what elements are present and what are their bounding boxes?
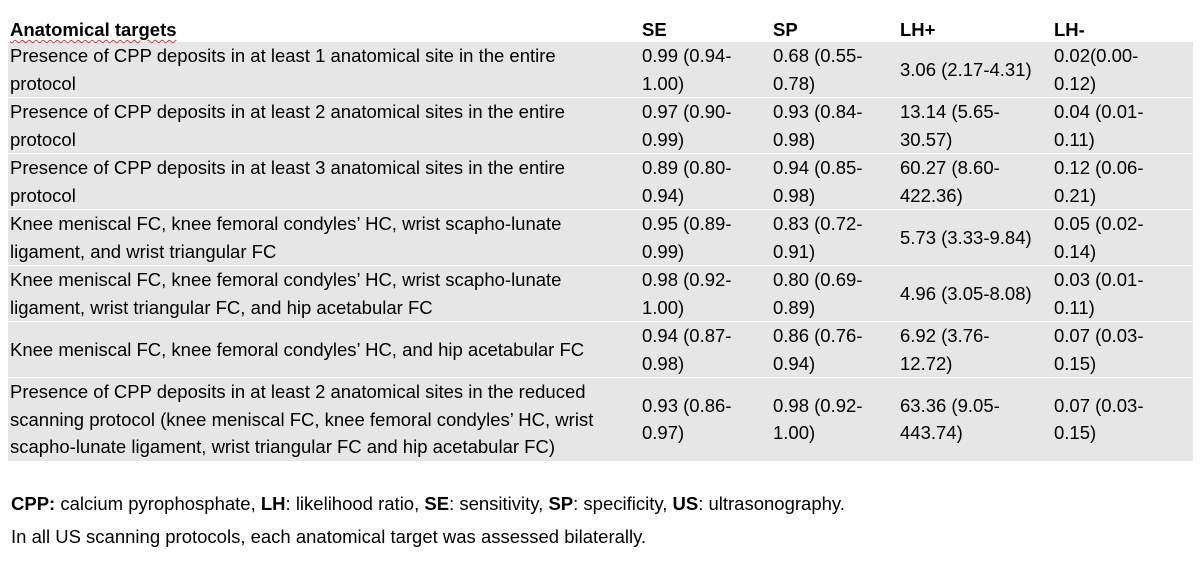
header-lh-negative: LH-: [1052, 18, 1193, 42]
cell-lh-positive: [898, 378, 1052, 461]
abbreviation-definition: : likelihood ratio,: [285, 493, 425, 514]
abbreviation-term: LH: [260, 493, 286, 514]
header-anatomical-targets: Anatomical targets: [8, 18, 640, 42]
cell-text-line: 0.12 (0.06-: [1054, 157, 1144, 178]
cell-text-line: Knee meniscal FC, knee femoral condyles’ HC, wrist scapho-lunate: [10, 269, 562, 290]
cell-lh-negative: [1052, 98, 1193, 154]
cell-lh-negative: [1052, 210, 1193, 266]
cell-target: [8, 210, 640, 266]
cell-text-line: 1.00): [642, 296, 685, 318]
abbreviations-footnote: [11, 492, 845, 516]
cell-text-line: 0.04 (0.01-: [1054, 101, 1144, 122]
table-row: [8, 42, 1193, 98]
cell-se: [640, 378, 771, 461]
cell-text-line: 0.02(0.00-: [1054, 45, 1139, 66]
cell-text-line: 5.73 (3.33-9.84): [900, 226, 1032, 248]
cell-se: [640, 266, 771, 322]
cell-text-line: 6.92 (3.76-: [900, 325, 990, 346]
cell-text-line: 0.95 (0.89-: [642, 213, 732, 234]
cell-lh-negative: [1052, 154, 1193, 210]
cell-text-line: Knee meniscal FC, knee femoral condyles’ HC, wrist scapho-lunate: [10, 213, 562, 234]
cell-text-line: 0.07 (0.03-: [1054, 325, 1144, 346]
cell-text-line: 0.80 (0.69-: [773, 269, 863, 290]
cell-sp: [771, 266, 898, 322]
table-row: [8, 322, 1193, 378]
cell-se: [640, 154, 771, 210]
abbreviation-definition: calcium pyrophosphate,: [55, 493, 261, 514]
cell-text-line: 0.98): [642, 352, 685, 374]
cell-target: [8, 266, 640, 322]
header-lh-positive: LH+: [898, 18, 1052, 42]
cell-se: [640, 210, 771, 266]
cell-sp: [771, 154, 898, 210]
cell-text-line: Presence of CPP deposits in at least 1 anatomical site in the entire: [10, 45, 556, 66]
header-sp: SP: [771, 18, 898, 42]
cell-text-line: 1.00): [773, 422, 816, 444]
cell-text-line: Knee meniscal FC, knee femoral condyles’ HC, and hip acetabular FC: [10, 338, 585, 360]
results-table-container: [8, 18, 1193, 461]
cell-text-line: 0.93 (0.84-: [773, 101, 863, 122]
cell-text-line: 0.99 (0.94-: [642, 45, 732, 66]
table-row: [8, 98, 1193, 154]
cell-lh-positive: [898, 42, 1052, 98]
cell-sp: [771, 42, 898, 98]
cell-text-line: 0.21): [1054, 184, 1097, 206]
cell-text-line: 0.07 (0.03-: [1054, 394, 1144, 416]
cell-lh-negative: [1052, 266, 1193, 322]
cell-text-line: 0.68 (0.55-: [773, 45, 863, 66]
cell-text-line: Presence of CPP deposits in at least 3 anatomical sites in the entire: [10, 157, 565, 178]
cell-sp: [771, 210, 898, 266]
cell-text-line: 0.15): [1054, 422, 1097, 444]
cell-text-line: 0.11): [1054, 296, 1095, 318]
cell-text-line: 13.14 (5.65-: [900, 101, 1000, 122]
cell-text-line: 0.83 (0.72-: [773, 213, 863, 234]
cell-text-line: 0.86 (0.76-: [773, 325, 863, 346]
cell-text-line: 60.27 (8.60-: [900, 157, 1000, 178]
cell-text-line: 0.78): [773, 72, 816, 94]
cell-text-line: 30.57): [900, 128, 953, 150]
cell-text-line: 0.14): [1054, 240, 1097, 262]
abbreviation-definition: : sensitivity,: [449, 493, 549, 514]
cell-text-line: 0.99): [642, 240, 685, 262]
cell-text-line: 0.12): [1054, 72, 1097, 94]
cell-text-line: Presence of CPP deposits in at least 2 anatomical sites in the entire: [10, 101, 565, 122]
cell-text-line: ligament, wrist triangular FC, and hip acetabular FC: [10, 296, 433, 318]
cell-text-line: 0.98 (0.92-: [773, 394, 863, 416]
cell-text-line: 0.98): [773, 184, 816, 206]
table-row: [8, 266, 1193, 322]
cell-target: [8, 154, 640, 210]
cell-sp: [771, 98, 898, 154]
cell-text-line: 63.36 (9.05-: [900, 394, 1000, 416]
cell-text-line: 0.94 (0.87-: [642, 325, 732, 346]
cell-text-line: protocol: [10, 128, 76, 150]
cell-sp: [771, 378, 898, 461]
cell-text-line: 443.74): [900, 422, 963, 444]
results-table: [8, 18, 1193, 461]
cell-text-line: 0.93 (0.86-: [642, 394, 732, 416]
table-header-row: [8, 18, 1193, 42]
bilateral-note: In all US scanning protocols, each anatomical target was assessed bilaterally.: [11, 526, 647, 547]
cell-target: [8, 98, 640, 154]
cell-text-line: 0.05 (0.02-: [1054, 213, 1144, 234]
cell-text-line: 0.97): [642, 422, 685, 444]
cell-lh-positive: [898, 322, 1052, 378]
abbreviation-definition: : ultrasonography.: [698, 493, 845, 514]
cell-text-line: 12.72): [900, 352, 953, 374]
abbreviation-term: SE: [424, 493, 450, 514]
cell-text-line: 3.06 (2.17-4.31): [900, 58, 1032, 80]
cell-lh-negative: [1052, 378, 1193, 461]
table-body: [8, 42, 1193, 461]
cell-text-line: 4.96 (3.05-8.08): [900, 282, 1032, 304]
cell-text-line: 0.94): [642, 184, 685, 206]
header-se: SE: [640, 18, 771, 42]
cell-se: [640, 322, 771, 378]
cell-text-line: 0.98 (0.92-: [642, 269, 732, 290]
cell-text-line: 0.98): [773, 128, 816, 150]
cell-text-line: 0.99): [642, 128, 685, 150]
cell-lh-positive: [898, 98, 1052, 154]
cell-lh-negative: [1052, 322, 1193, 378]
table-row: [8, 210, 1193, 266]
cell-se: [640, 42, 771, 98]
cell-lh-negative: [1052, 42, 1193, 98]
cell-lh-positive: [898, 210, 1052, 266]
cell-target: [8, 322, 640, 378]
cell-text-line: ligament, and wrist triangular FC: [10, 240, 277, 262]
table-row: [8, 154, 1193, 210]
table-row: [8, 378, 1193, 461]
cell-text-line: 0.15): [1054, 352, 1097, 374]
cell-se: [640, 98, 771, 154]
cell-text-line: scanning protocol (knee meniscal FC, knee femoral condyles’ HC, wrist: [10, 408, 594, 430]
abbreviation-term: SP: [548, 493, 574, 514]
cell-text-line: 0.94 (0.85-: [773, 157, 863, 178]
abbreviation-term: CPP:: [11, 493, 56, 514]
abbreviation-term: US: [672, 493, 699, 514]
cell-lh-positive: [898, 266, 1052, 322]
cell-text-line: scapho-lunate ligament, wrist triangular FC and hip acetabular FC): [10, 436, 555, 457]
cell-text-line: Presence of CPP deposits in at least 2 anatomical sites in the reduced: [10, 381, 586, 402]
cell-text-line: 0.89): [773, 296, 816, 318]
cell-text-line: 0.11): [1054, 128, 1095, 150]
cell-lh-positive: [898, 154, 1052, 210]
cell-text-line: 0.94): [773, 352, 816, 374]
abbreviation-definition: : specificity,: [573, 493, 673, 514]
cell-text-line: 0.97 (0.90-: [642, 101, 732, 122]
cell-text-line: protocol: [10, 72, 76, 94]
cell-text-line: protocol: [10, 184, 76, 206]
cell-text-line: 0.91): [773, 240, 816, 262]
cell-target: [8, 42, 640, 98]
cell-text-line: 0.03 (0.01-: [1054, 269, 1144, 290]
cell-text-line: 422.36): [900, 184, 963, 206]
cell-text-line: 0.89 (0.80-: [642, 157, 732, 178]
cell-text-line: 1.00): [642, 72, 685, 94]
cell-target: [8, 378, 640, 461]
cell-sp: [771, 322, 898, 378]
